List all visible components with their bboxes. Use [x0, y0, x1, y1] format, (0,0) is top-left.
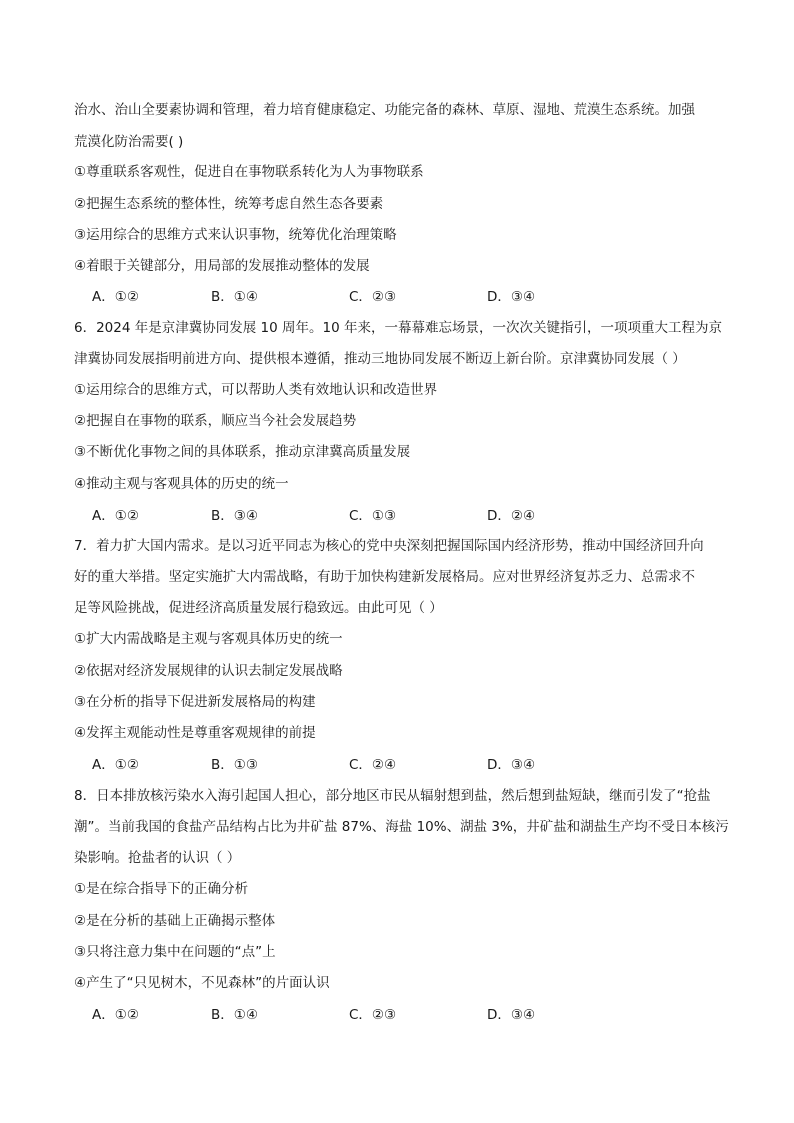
q7-options	[92, 755, 712, 775]
q5-item-2: ②把握生态系统的整体性，统筹考虑自然生态各要素	[74, 196, 384, 212]
q6-item-4: ④推动主观与客观具体的历史的统一	[74, 476, 289, 492]
q5-option-b[interactable]: B．①④	[211, 289, 258, 305]
q5-item-4: ④着眼于关键部分，用局部的发展推动整体的发展	[74, 258, 370, 274]
q7-option-a[interactable]: A．①②	[92, 757, 139, 773]
q8-stem-line-2: 潮”。当前我国的食盐产品结构占比为井矿盐 87%、海盐 10%、湖盐 3%，井矿盐和湖盐生产均不受日本核污	[74, 819, 729, 835]
q6-item-2: ②把握自在事物的联系，顺应当今社会发展趋势	[74, 413, 357, 429]
q6-option-d[interactable]: D．②④	[487, 508, 536, 524]
q8-option-a[interactable]: A．①②	[92, 1007, 139, 1023]
q5-options	[92, 287, 712, 307]
q8-item-2: ②是在分析的基础上正确揭示整体	[74, 913, 276, 929]
q8-option-b[interactable]: B．①④	[211, 1007, 258, 1023]
q5-option-d[interactable]: D．③④	[487, 289, 536, 305]
q7-item-3: ③在分析的指导下促进新发展格局的构建	[74, 694, 316, 710]
q8-item-3: ③只将注意力集中在问题的“点”上	[74, 944, 276, 960]
q7-stem-line-2: 好的重大举措。坚定实施扩大内需战略，有助于加快构建新发展格局。应对世界经济复苏乏力、总需求不	[74, 569, 695, 585]
q7-item-1: ①扩大内需战略是主观与客观具体历史的统一	[74, 631, 343, 647]
q6-stem-line-1: 6．2024 年是京津冀协同发展 10 周年。10 年来，一幕幕难忘场景，一次次关键指引，一项项重大工程为京	[74, 320, 722, 336]
q5-item-1: ①尊重联系客观性，促进自在事物联系转化为人为事物联系	[74, 164, 424, 180]
q8-option-d[interactable]: D．③④	[487, 1007, 536, 1023]
q6-option-a[interactable]: A．①②	[92, 508, 139, 524]
q6-options	[92, 506, 712, 526]
q8-stem-line-3: 染影响。抢盐者的认识（ ）	[74, 850, 241, 866]
q7-option-d[interactable]: D．③④	[487, 757, 536, 773]
q8-options	[92, 1005, 712, 1025]
q7-item-2: ②依据对经济发展规律的认识去制定发展战略	[74, 663, 343, 679]
q6-option-c[interactable]: C．①③	[349, 508, 397, 524]
q8-item-1: ①是在综合指导下的正确分析	[74, 881, 249, 897]
q5-stem-line-1: 治水、治山全要素协调和管理，着力培育健康稳定、功能完备的森林、草原、湿地、荒漠生态系统。加强	[74, 102, 695, 118]
q7-stem-line-3: 足等风险挑战，促进经济高质量发展行稳致远。由此可见（ ）	[74, 600, 443, 616]
q7-stem-line-1: 7．着力扩大国内需求。是以习近平同志为核心的党中央深刻把握国际国内经济形势，推动中国经济回升向	[74, 538, 704, 554]
q5-stem-line-2: 荒漠化防治需要( )	[74, 134, 184, 150]
q7-option-b[interactable]: B．①③	[211, 757, 258, 773]
q8-option-c[interactable]: C．②③	[349, 1007, 397, 1023]
q7-option-c[interactable]: C．②④	[349, 757, 397, 773]
q7-item-4: ④发挥主观能动性是尊重客观规律的前提	[74, 725, 316, 741]
q6-item-3: ③不断优化事物之间的具体联系，推动京津冀高质量发展	[74, 444, 411, 460]
q8-stem-line-1: 8．日本排放核污染水入海引起国人担心，部分地区市民从辐射想到盐，然后想到盐短缺，继而引发了“抢盐	[74, 788, 711, 804]
q6-option-b[interactable]: B．③④	[211, 508, 258, 524]
q5-option-a[interactable]: A．①②	[92, 289, 139, 305]
q5-option-c[interactable]: C．②③	[349, 289, 397, 305]
q5-item-3: ③运用综合的思维方式来认识事物，统筹优化治理策略	[74, 227, 397, 243]
q6-item-1: ①运用综合的思维方式，可以帮助人类有效地认识和改造世界	[74, 382, 438, 398]
q8-item-4: ④产生了“只见树木，不见森林”的片面认识	[74, 975, 330, 991]
q6-stem-line-2: 津冀协同发展指明前进方向、提供根本遵循，推动三地协同发展不断迈上新台阶。京津冀协同发展（ ）	[74, 351, 686, 367]
